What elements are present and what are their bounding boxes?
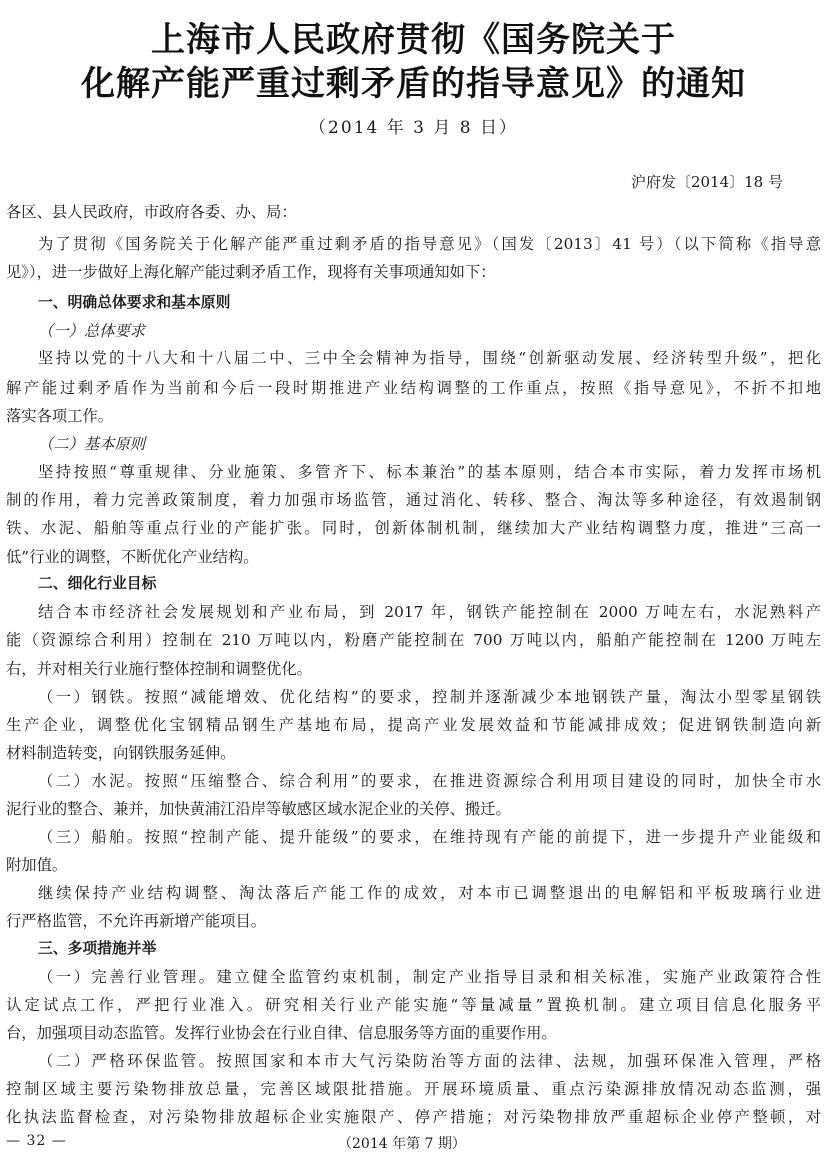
body-line: （一）完善行业管理。建立健全监管约束机制，制定产业指导目录和相关标准，实施产业政策符合性 (38, 968, 821, 986)
body-line: 结合本市经济社会发展规划和产业布局，到 2017 年，钢铁产能控制在 2000 万吨左右，水泥熟料产 (38, 603, 821, 621)
body-line: （三）船舶。按照“控制产能、提升能级”的要求，在维持现有产能的前提下，进一步提升产业能级和 (38, 828, 821, 846)
body-line: 化执法监督检查，对污染物排放超标企业实施限产、停产措施；对污染物排放严重超标企业停产整顿，对 (6, 1108, 821, 1126)
body-line: 能（资源综合利用）控制在 210 万吨以内，粉磨产能控制在 700 万吨以内，船舶产能控制在 1200 万吨左 (6, 631, 821, 649)
body-line: （二）严格环保监管。按照国家和本市大气污染防治等方面的法律、法规，加强环保准入管理，严格 (38, 1052, 821, 1070)
body-line: 台，加强项目动态监管。发挥行业协会在行业自律、信息服务等方面的重要作用。 (6, 1024, 557, 1042)
section-heading: 二、细化行业目标 (38, 575, 157, 592)
section-heading: 三、多项措施并举 (38, 940, 157, 957)
subsection-heading: （二）基本原则 (38, 435, 146, 453)
body-line: 附加值。 (6, 856, 68, 874)
body-line: 控制区域主要污染物排放总量，完善区域限批措施。开展环境质量、重点污染源排放情况动态监测，强 (6, 1080, 821, 1098)
body-line: 见》），进一步做好上海化解产能过剩矛盾工作，现将有关事项通知如下： (6, 263, 496, 281)
subsection-heading: （一）总体要求 (38, 322, 146, 340)
body-line: 右，并对相关行业施行整体控制和调整优化。 (6, 660, 312, 678)
body-line: （一）钢铁。按照“减能增效、优化结构”的要求，控制并逐渐减少本地钢铁产量，淘汰小型零星钢铁 (38, 688, 821, 706)
title-line-2: 化解产能严重过剩矛盾的指导意见》的通知 (81, 64, 746, 104)
body-line: 认定试点工作，严把行业准入。研究相关行业产能实施“等量减量”置换机制。建立项目信息化服务平 (6, 996, 821, 1014)
body-line: 坚持以党的十八大和十八届二中、三中全会精神为指导，围绕“创新驱动发展、经济转型升级”，把化 (38, 349, 821, 367)
issue-label: （2014 年第 7 期） (338, 1136, 466, 1152)
body-line: 解产能过剩矛盾作为当前和今后一段时期推进产业结构调整的工作重点，按照《指导意见》，不折不扣地 (6, 379, 821, 397)
body-line: 泥行业的整合、兼并，加快黄浦江沿岸等敏感区域水泥企业的关停、搬迁。 (6, 800, 511, 818)
body-line: （二）水泥。按照“压缩整合、综合利用”的要求，在推进资源综合利用项目建设的同时，加快全市水 (38, 772, 821, 790)
body-line: 各区、县人民政府，市政府各委、办、局： (6, 203, 297, 221)
page-number: — 32 — (6, 1133, 67, 1149)
body-line: 材料制造转变，向钢铁服务延伸。 (6, 744, 236, 762)
body-line: 为了贯彻《国务院关于化解产能严重过剩矛盾的指导意见》（国发〔2013〕41 号）（以下简称《指导意 (38, 235, 821, 253)
body-line: 继续保持产业结构调整、淘汰落后产能工作的成效，对本市已调整退出的电解铝和平板玻璃行业进 (38, 884, 821, 902)
body-line: 坚持按照“尊重规律、分业施策、多管齐下、标本兼治”的基本原则，结合本市实际，着力发挥市场机 (38, 463, 821, 481)
body-line: 制的作用，着力完善政策制度，着力加强市场监管，通过消化、转移、整合、淘汰等多种途径，有效遏制钢 (6, 491, 821, 509)
body-line: 生产企业，调整优化宝钢精品钢生产基地布局，提高产业发展效益和节能减排成效；促进钢铁制造向新 (6, 716, 821, 734)
issue-date: （2014 年 3 月 8 日） (309, 118, 518, 138)
body-line: 低”行业的调整，不断优化产业结构。 (6, 548, 259, 566)
section-heading: 一、明确总体要求和基本原则 (38, 294, 231, 311)
body-line: 铁、水泥、船舶等重点行业的产能扩张。同时，创新体制机制，继续加大产业结构调整力度，推进“三高一 (6, 519, 821, 537)
body-line: 行严格监管，不允许再新增产能项目。 (6, 912, 267, 930)
body-line: 落实各项工作。 (6, 407, 114, 425)
title-line-1: 上海市人民政府贯彻《国务院关于 (151, 20, 676, 60)
document-number: 沪府发〔2014〕18 号 (630, 173, 783, 191)
